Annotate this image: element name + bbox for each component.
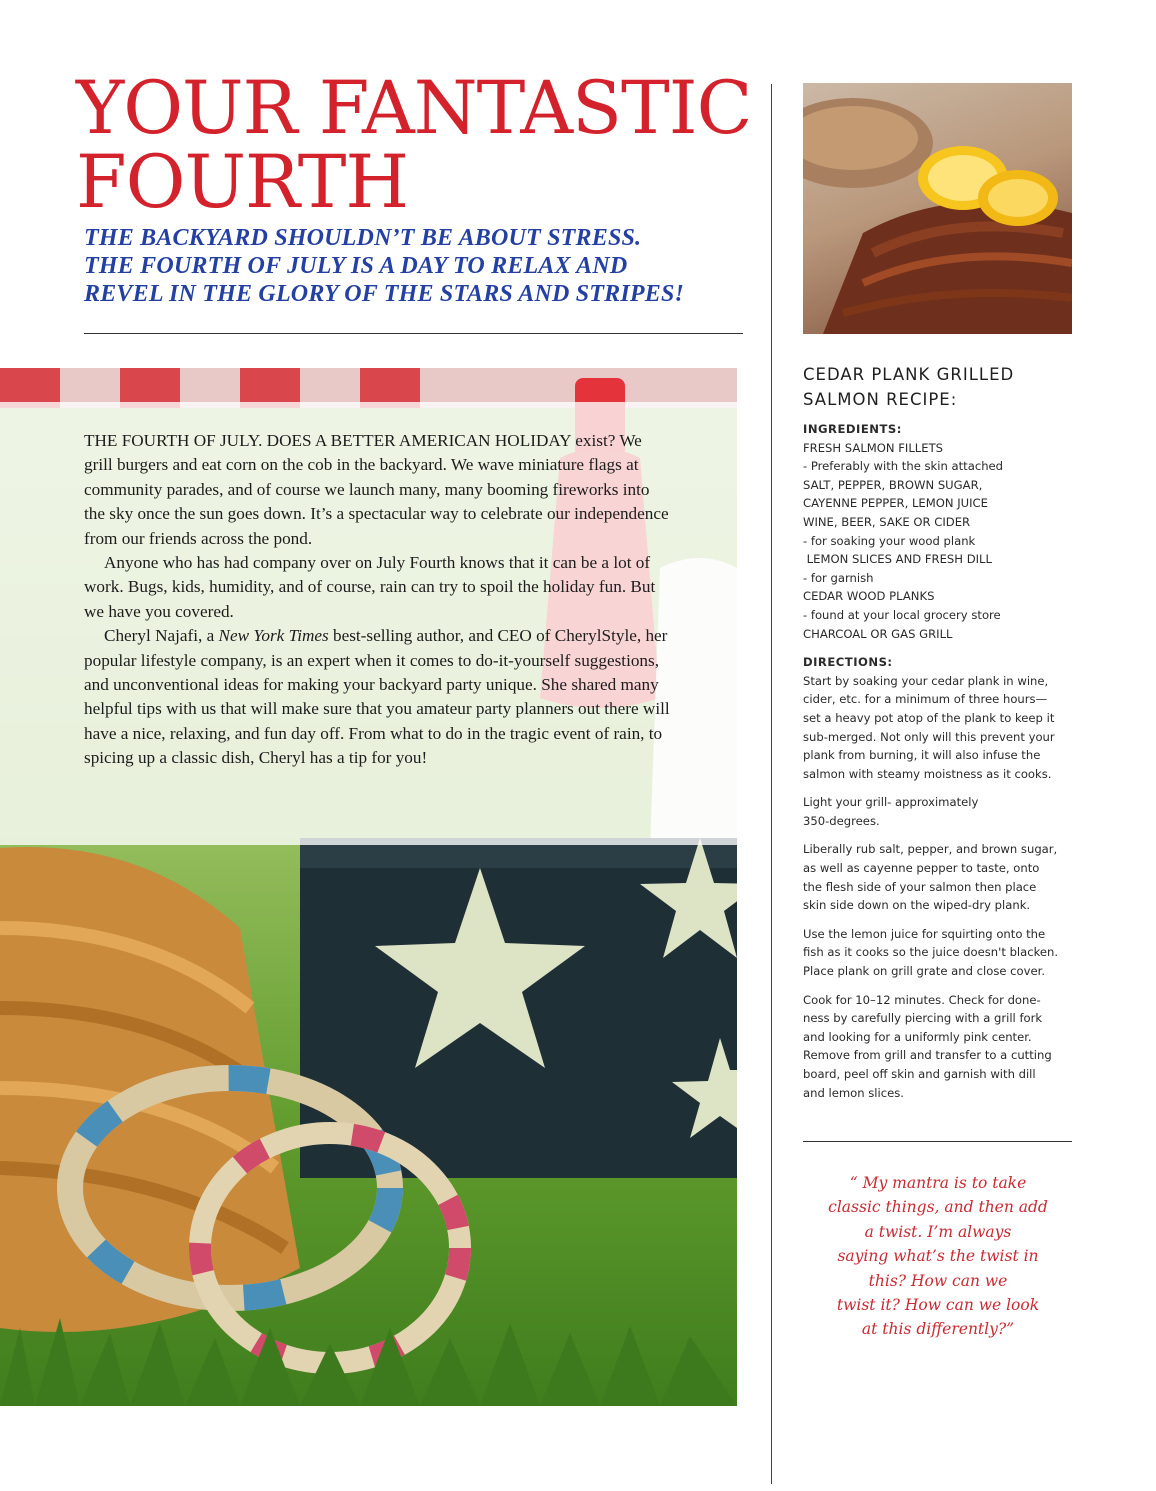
direction-step [803,991,1075,1103]
direction-step [803,840,1075,914]
ingredient-line: - found at your local grocery store [803,607,1001,622]
direction-line: cider, etc. for a minimum of three hours— [803,692,1048,707]
quote-line: saying what’s the twist in [837,1247,1039,1266]
direction-line: skin side down on the wiped-dry plank. [803,898,1031,913]
salmon-illustration [803,83,1072,334]
article-body [84,429,674,771]
direction-line: fish as it cooks so the juice doesn't blacken. [803,945,1059,960]
body-paragraph: Anyone who has had company over on July Fourth knows that it can be a lot of work. Bugs, kids, humidity, and of course, rain can try to spoil the holiday fun. But we have you covered. [84,553,656,621]
subtitle-line: THE BACKYARD SHOULDN’T BE ABOUT STRESS. [84,225,642,251]
recipe-title-line: CEDAR PLANK GRILLED [803,365,1015,384]
direction-line: 350-degrees. [803,813,880,828]
quote-line: at this differently?” [861,1320,1015,1339]
direction-line: Cook for 10–12 minutes. Check for done- [803,992,1041,1007]
subtitle-line: THE FOURTH OF JULY IS A DAY TO RELAX AND [84,253,628,279]
quote-line: classic things, and then add [828,1198,1048,1217]
title-line: FOURTH [76,140,409,225]
direction-line: Light your grill- approximately [803,795,979,810]
direction-line: set a heavy pot atop of the plank to keep it [803,710,1055,725]
body-text-span: Cheryl Najafi, a [104,626,219,646]
direction-line: Liberally rub salt, pepper, and brown sugar, [803,842,1058,857]
recipe-title [803,362,1073,412]
direction-line: as well as cayenne pepper to taste, onto [803,861,1040,876]
ingredients-heading: INGREDIENTS: [803,422,902,436]
ingredient-line: - Preferably with the skin attached [803,459,1004,474]
ingredients-list [803,439,1075,644]
direction-line: Place plank on grill grate and close cover. [803,964,1046,979]
ingredient-line: - for soaking your wood plank [803,533,976,548]
salmon-photo [803,83,1072,334]
direction-line: ness by carefully piercing with a grill fork [803,1011,1043,1026]
recipe-body [803,420,1075,1112]
sidebar-divider [803,1141,1072,1142]
direction-line: and looking for a uniformly pink center. [803,1029,1032,1044]
ingredient-line: WINE, BEER, SAKE OR CIDER [803,514,971,529]
ingredient-line: LEMON SLICES AND FRESH DILL [803,552,992,567]
header-divider [84,333,743,334]
article-title [76,66,756,225]
direction-line: salmon with steamy moistness as it cooks. [803,766,1052,781]
quote-line: twist it? How can we look [836,1296,1040,1315]
publication-name: New York Times [218,626,329,646]
direction-line: board, peel off skin and garnish with dill [803,1067,1036,1081]
direction-line: plank from burning, it will also infuse the [803,748,1041,763]
ingredient-line: FRESH SALMON FILLETS [803,440,944,455]
ingredient-line: SALT, PEPPER, BROWN SUGAR, [803,477,983,492]
ingredient-line: CHARCOAL OR GAS GRILL [803,626,953,641]
direction-step [803,925,1075,981]
direction-step [803,672,1075,784]
direction-line: the flesh side of your salmon then place [803,879,1037,894]
pull-quote [803,1171,1073,1342]
title-line: YOUR FANTASTIC [76,66,752,151]
article-subtitle [84,224,744,308]
direction-step [803,793,1075,830]
recipe-title-line: SALMON RECIPE: [803,390,958,409]
direction-line: Use the lemon juice for squirting onto the [803,926,1046,941]
quote-line: a twist. I’m always [864,1222,1012,1241]
direction-line: sub-merged. Not only will this prevent your [803,729,1055,744]
subtitle-line: REVEL IN THE GLORY OF THE STARS AND STRIPES! [84,281,685,307]
quote-line: “ My mantra is to take [849,1174,1027,1192]
direction-line: and lemon slices. [803,1085,904,1100]
direction-line: Remove from grill and transfer to a cutting [803,1048,1052,1063]
ingredient-line: - for garnish [803,570,874,585]
body-text-span: best-selling author, and CEO of CherylStyle, her popular lifestyle company, is an expert when it comes to do-it-yourself suggestions, and unconventional ideas for making your backyard party unique. She shared many helpful tips with us that will make sure that you amateur party planners out there will have a nice, relaxing, and fun day off. From what to do in the tragic event of rain, to spicing up a classic dish, Cheryl has a tip for you! [84,626,670,768]
direction-line: Start by soaking your cedar plank in wine, [803,673,1049,688]
body-paragraph [84,624,674,770]
ingredient-line: CEDAR WOOD PLANKS [803,589,935,604]
quote-line: this? How can we [868,1271,1008,1290]
directions-heading: DIRECTIONS: [803,655,893,670]
body-paragraph: THE FOURTH OF JULY. DOES A BETTER AMERICAN HOLIDAY exist? We grill burgers and eat corn on the cob in the backyard. We wave miniature flags at community parades, and of course we launch many, many booming fireworks into the sky once the sun goes down. It’s a spectacular way to celebrate our independence from our friends across the pond. [84,431,669,548]
column-divider [771,84,772,1484]
ingredient-line: CAYENNE PEPPER, LEMON JUICE [803,496,988,511]
